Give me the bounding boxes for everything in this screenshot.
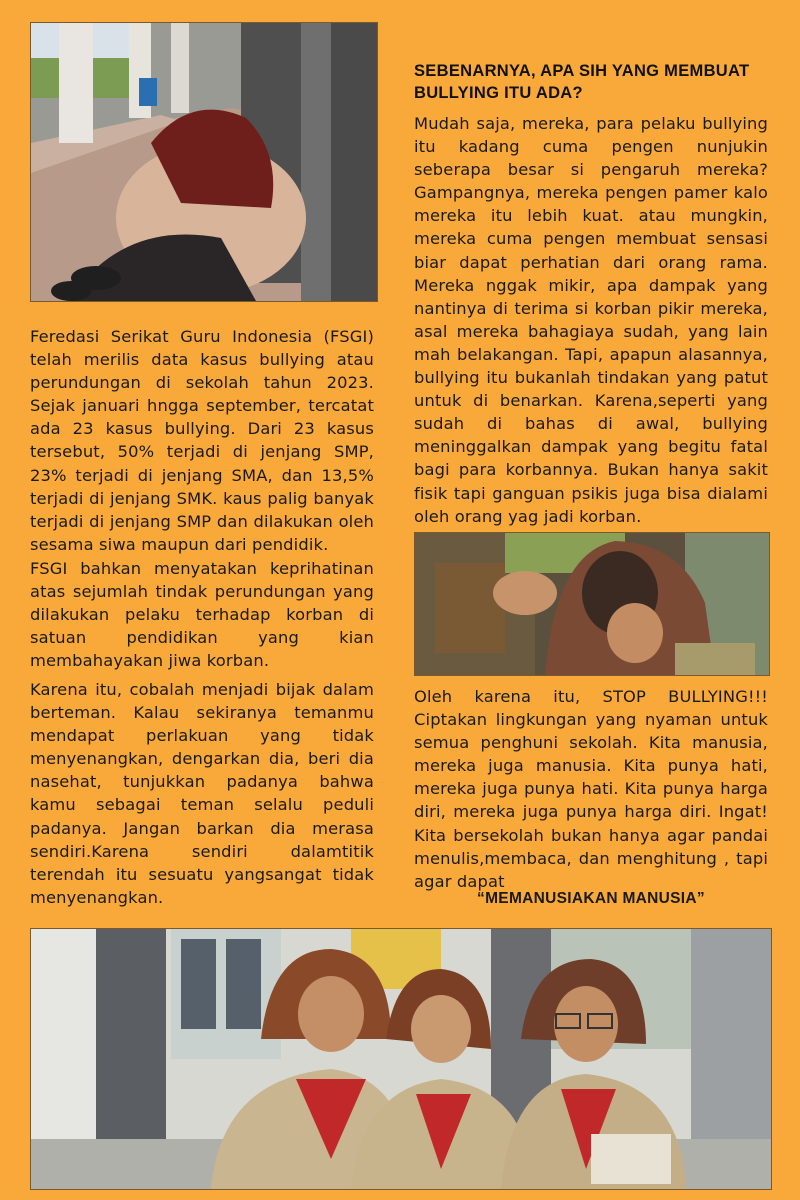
photo-illustration [415, 533, 769, 675]
photo-illustration [31, 23, 377, 301]
fsgi-statistics-paragraph: Feredasi Serikat Guru Indonesia (FSGI) telah merilis data kasus bullying atau perundungan di sekolah tahun 2023. Sejak januari hngga september, tercatat ada 23 kasus bullying. Dari 23 kasus tersebut, 50% terjadi di jenjang SMP, 23% terjadi di jenjang SMA, dan 13,5% terjadi di jenjang SMK. kaus palig banyak terjadi di jenjang SMP dan dilakukan oleh sesama siwa maupun dari pendidik. [30, 327, 374, 554]
closing-slogan: “MEMANUSIAKAN MANUSIA” [477, 890, 705, 907]
student-crouching-in-corridor-photo [30, 22, 378, 302]
photo-illustration [31, 929, 771, 1189]
bullying-reasons-paragraph: Mudah saja, mereka, para pelaku bullying itu kadang cuma pengen nunjukin seberapa besar si pengaruh mereka? Gampangnya, mereka pengen pamer kalo mereka itu lebih kuat. atau mungkin, mereka cuma pengen membuat sensasi biar dapat perhatian dari orang rama. Mereka nggak mikir, apa dampak yang nantinya di terima si korban pikir mereka, asal mereka bahagiaya sudah, yang lain mah belakangan. Tapi, apapun alasannya, bullying itu bukanlah tindakan yang patut untuk di benarkan. Karena,seperti yang sudah di bahas di awal, bullying meninggalkan dampak yang begitu fatal bagi para korbannya. Bukan hanya sakit fisik tapi ganguan psikis juga bisa dialami oleh orang yag jadi korban. [414, 114, 768, 526]
student-covering-face-photo [414, 532, 770, 676]
three-scout-students-photo [30, 928, 772, 1190]
section-heading: SEBENARNYA, APA SIH YANG MEMBUAT BULLYING ITU ADA? [414, 62, 750, 102]
advice-paragraph: Karena itu, cobalah menjadi bijak dalam berteman. Kalau sekiranya temanmu mendapat perlakuan yang tidak menyenangkan, dengarkan dia, beri dia nasehat, tunjukkan padanya bahwa kamu sebagai teman selalu peduli padanya. Jangan barkan dia merasa sendiri.Karena sendiri dalamtitik terendah itu sesuatu yangsangat tidak menyenangkan. [30, 680, 374, 907]
fsgi-concern-paragraph: FSGI bahkan menyatakan keprihatinan atas sejumlah tindak perundungan yang dilakukan pelaku terhadap korban di satuan pendidikan yang kian membahayakan jiwa korban. [30, 559, 374, 671]
stop-bullying-paragraph: Oleh karena itu, STOP BULLYING!!! Ciptakan lingkungan yang nyaman untuk semua penghuni sekolah. Kita manusia, mereka juga manusia. Kita punya hati, mereka juga punya hati. Kita punya harga diri, mereka juga punya harga diri. Ingat! Kita bersekolah bukan hanya agar pandai menulis,membaca, dan menghitung , tapi agar dapat [414, 687, 768, 891]
